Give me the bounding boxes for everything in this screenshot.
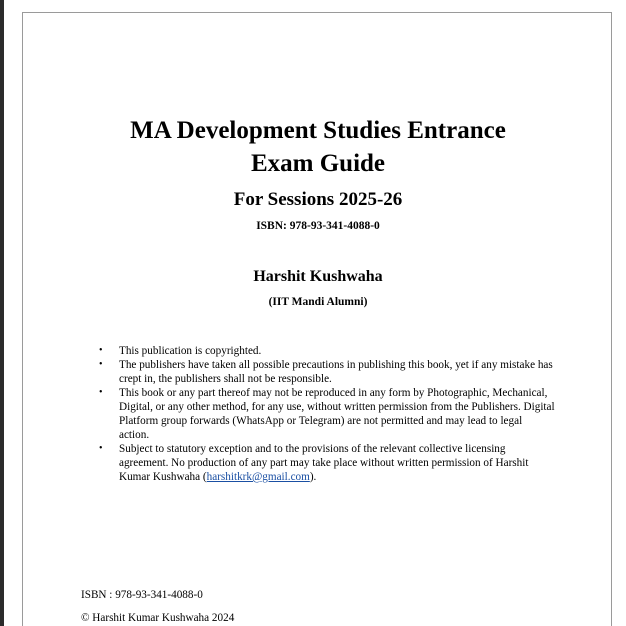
- book-title-line-1: MA Development Studies Entrance: [130, 117, 506, 144]
- notice-text: This book or any part thereof may not be reproduced in any form by Photographic, Mechanical, Digital, or any other method, for any use, without written permission from the Publishers. Digital Platform group forwards (WhatsApp or Telegram) are not permitted and may lead to legal action.: [119, 387, 555, 441]
- notice-text-after-email: ).: [309, 471, 317, 483]
- isbn-header: ISBN: 978-93-341-4088-0: [256, 220, 380, 232]
- viewer-left-edge: [0, 0, 4, 626]
- author-affiliation: (IIT Mandi Alumni): [268, 296, 368, 308]
- document-page[interactable]: [22, 12, 612, 626]
- bullet-icon: •: [99, 345, 103, 356]
- notice-text-before-email: Subject to statutory exception and to the provisions of the relevant collective licensing agreement. No production of any part may take place without written permission of Harshit Kumar Kushwaha (: [119, 443, 529, 483]
- book-subtitle: For Sessions 2025-26: [233, 189, 403, 210]
- author-email-link[interactable]: harshitkrk@gmail.com: [206, 471, 310, 483]
- notice-item: [99, 358, 555, 386]
- notice-text: This publication is copyrighted.: [119, 345, 262, 357]
- copyright-notices-list: [99, 344, 555, 484]
- notice-item: [99, 442, 555, 484]
- isbn-footer: ISBN : 978-93-341-4088-0: [81, 589, 203, 601]
- author-name: Harshit Kushwaha: [253, 268, 383, 285]
- notice-item: [99, 386, 555, 442]
- notice-item: [99, 344, 555, 358]
- book-title: [23, 114, 613, 180]
- bullet-icon: •: [99, 443, 103, 454]
- notice-text: The publishers have taken all possible precautions in publishing this book, yet if any mistake has crept in, the publishers shall not be responsible.: [119, 359, 553, 385]
- copyright-line: © Harshit Kumar Kushwaha 2024: [81, 612, 235, 624]
- book-title-line-2: Exam Guide: [250, 150, 386, 177]
- bullet-icon: •: [99, 359, 103, 370]
- bullet-icon: •: [99, 387, 103, 398]
